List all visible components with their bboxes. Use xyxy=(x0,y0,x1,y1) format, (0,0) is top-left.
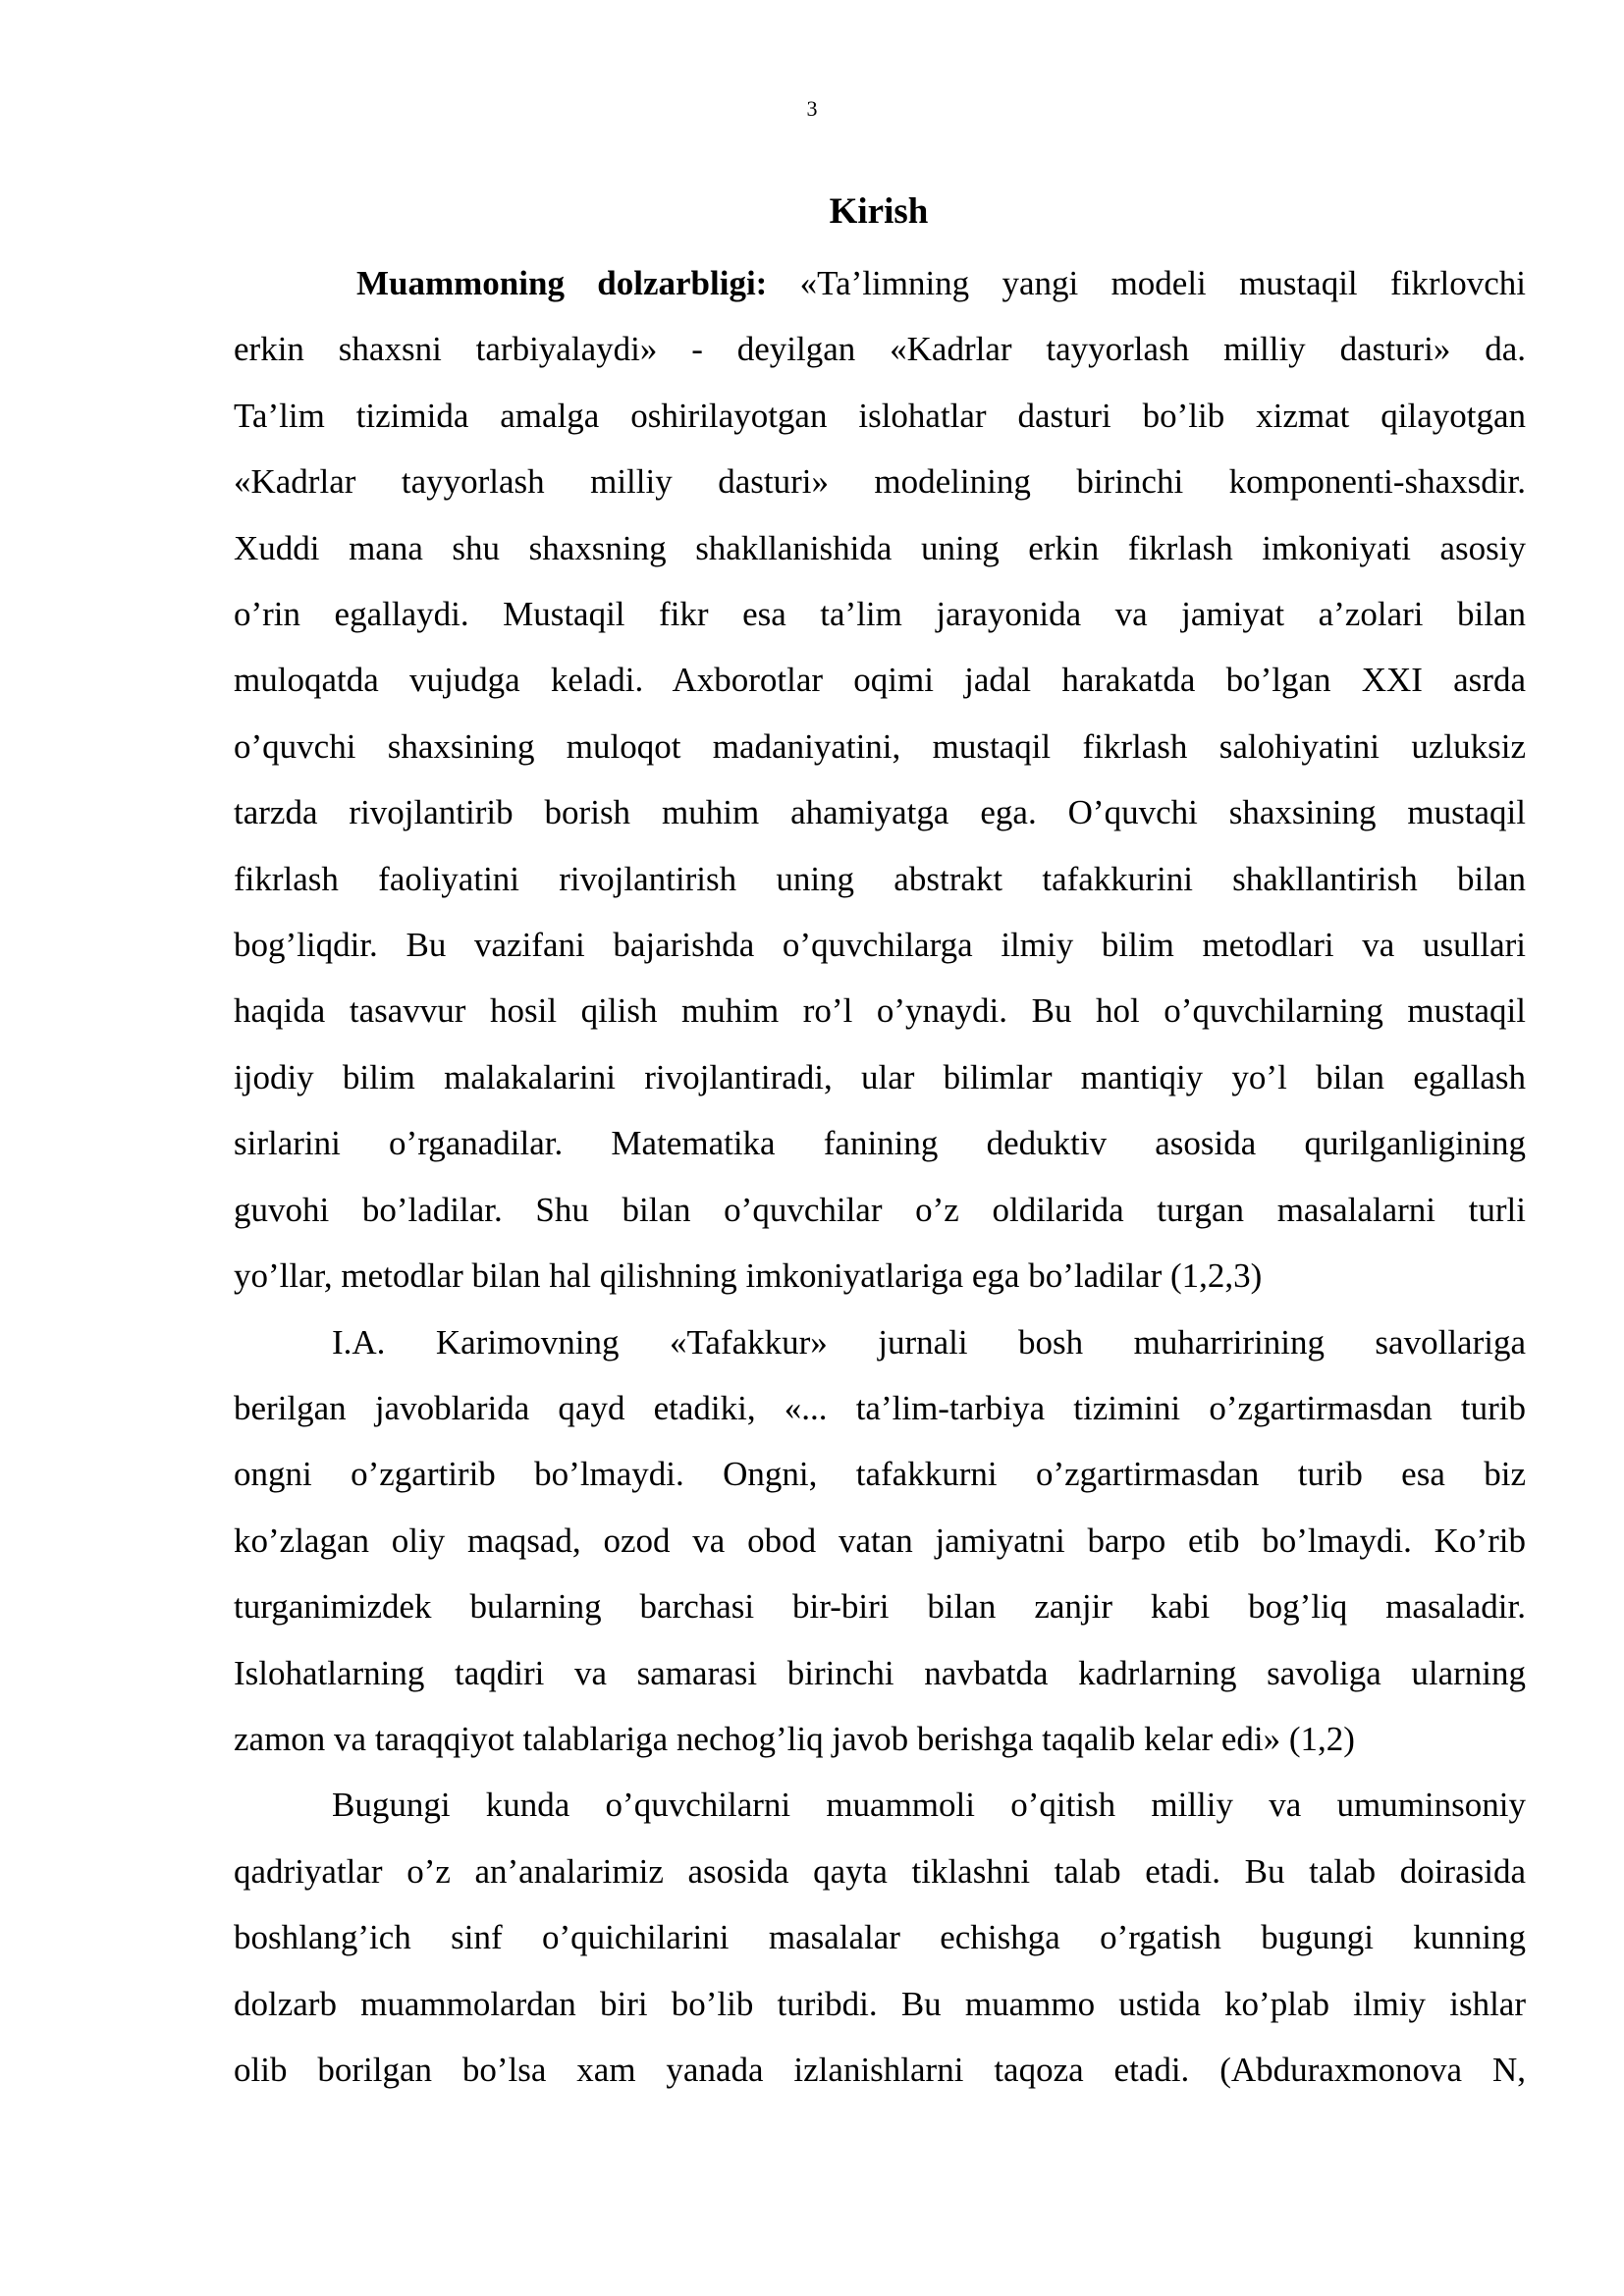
paragraph-line: sirlarini o’rganadilar. Matematika fanining deduktiv asosida qurilganligining xyxy=(234,1124,1526,1163)
paragraph-line: olib borilgan bo’lsa xam yanada izlanishlarni taqoza etadi. (Abduraxmonova N, xyxy=(234,2050,1526,2089)
paragraph-line: tarzda rivojlantirib borish muhim ahamiyatga ega. O’quvchi shaxsining mustaqil xyxy=(234,793,1526,832)
paragraph-line: «Kadrlar tayyorlash milliy dasturi» modelining birinchi komponenti-shaxsdir. xyxy=(234,462,1526,502)
paragraph-line: erkin shaxsni tarbiyalaydi» - deyilgan «Kadrlar tayyorlash milliy dasturi» da. xyxy=(234,330,1526,369)
paragraph-problem-teaching xyxy=(234,1772,1526,2103)
paragraph-line: qadriyatlar o’z an’analarimiz asosida qayta tiklashni talab etadi. Bu talab doirasida xyxy=(234,1851,1526,1891)
paragraph-line: turganimizdek bularning barchasi bir-biri bilan zanjir kabi bog’liq masaladir. xyxy=(234,1587,1526,1627)
paragraph-line: Bugungi kunda o’quvchilarni muammoli o’qitish milliy va umuminsoniy xyxy=(332,1786,1526,1825)
paragraph-line: guvohi bo’ladilar. Shu bilan o’quvchilar o’z oldilarida turgan masalalarni turli xyxy=(234,1190,1526,1229)
paragraph-line: boshlang’ich sinf o’quichilarini masalalar echishga o’rgatish bugungi kunning xyxy=(234,1918,1526,1957)
page-number: 3 xyxy=(806,96,818,121)
relevance-lead: Muammoning dolzarbligi: xyxy=(356,264,800,302)
paragraph-line: ko’zlagan oliy maqsad, ozod va obod vatan jamiyatni barpo etib bo’lmaydi. Ko’rib xyxy=(234,1521,1526,1560)
paragraph-line: dolzarb muammolardan biri bo’lib turibdi. Bu muammo ustida ko’plab ilmiy ishlar xyxy=(234,1984,1526,2023)
document-body xyxy=(234,250,1526,2103)
paragraph-karimov-quote xyxy=(234,1309,1526,1773)
paragraph-line: Muammoning dolzarbligi: «Ta’limning yangi modeli mustaqil fikrlovchi xyxy=(356,264,1526,302)
paragraph-line: bog’liqdir. Bu vazifani bajarishda o’quvchilarga ilmiy bilim metodlari va usullari xyxy=(234,926,1526,965)
paragraph-line: ijodiy bilim malakalarini rivojlantiradi, ular bilimlar mantiqiy yo’l bilan egallash xyxy=(234,1057,1526,1096)
paragraph-line: o’quvchi shaxsining muloqot madaniyatini, mustaqil fikrlash salohiyatini uzluksiz xyxy=(234,726,1526,766)
paragraph-line: Ta’lim tizimida amalga oshirilayotgan islohatlar dasturi bo’lib xizmat qilayotgan xyxy=(234,396,1526,435)
paragraph-line: berilgan javoblarida qayd etadiki, «... ta’lim-tarbiya tizimini o’zgartirmasdan turib xyxy=(234,1388,1526,1427)
paragraph-line: Xuddi mana shu shaxsning shakllanishida uning erkin fikrlash imkoniyati asosiy xyxy=(234,528,1526,567)
paragraph-line: haqida tasavvur hosil qilish muhim ro’l o’ynaydi. Bu hol o’quvchilarning mustaqil xyxy=(234,991,1526,1031)
paragraph-line: I.A. Karimovning «Tafakkur» jurnali bosh muharririning savollariga xyxy=(332,1322,1526,1362)
paragraph-line: muloqatda vujudga keladi. Axborotlar oqimi jadal harakatda bo’lgan XXI asrda xyxy=(234,661,1526,700)
paragraph-line: ongni o’zgartirib bo’lmaydi. Ongni, tafakkurni o’zgartirmasdan turib esa biz xyxy=(234,1455,1526,1494)
paragraph-line: yo’llar, metodlar bilan hal qilishning imkoniyatlariga ega bo’ladilar (1,2,3) xyxy=(234,1256,1263,1296)
paragraph-relevance xyxy=(234,250,1526,1309)
paragraph-line: o’rin egallaydi. Mustaqil fikr esa ta’lim jarayonida va jamiyat a’zolari bilan xyxy=(234,595,1526,634)
paragraph-line: fikrlash faoliyatini rivojlantirish uning abstrakt tafakkurini shakllantirish bilan xyxy=(234,859,1526,898)
paragraph-line: zamon va taraqqiyot talablariga nechog’liq javob berishga taqalib kelar edi» (1,2) xyxy=(234,1719,1355,1758)
paragraph-line: Islohatlarning taqdiri va samarasi birinchi navbatda kadrlarning savoliga ularning xyxy=(234,1653,1526,1692)
section-title: Kirish xyxy=(829,191,929,232)
